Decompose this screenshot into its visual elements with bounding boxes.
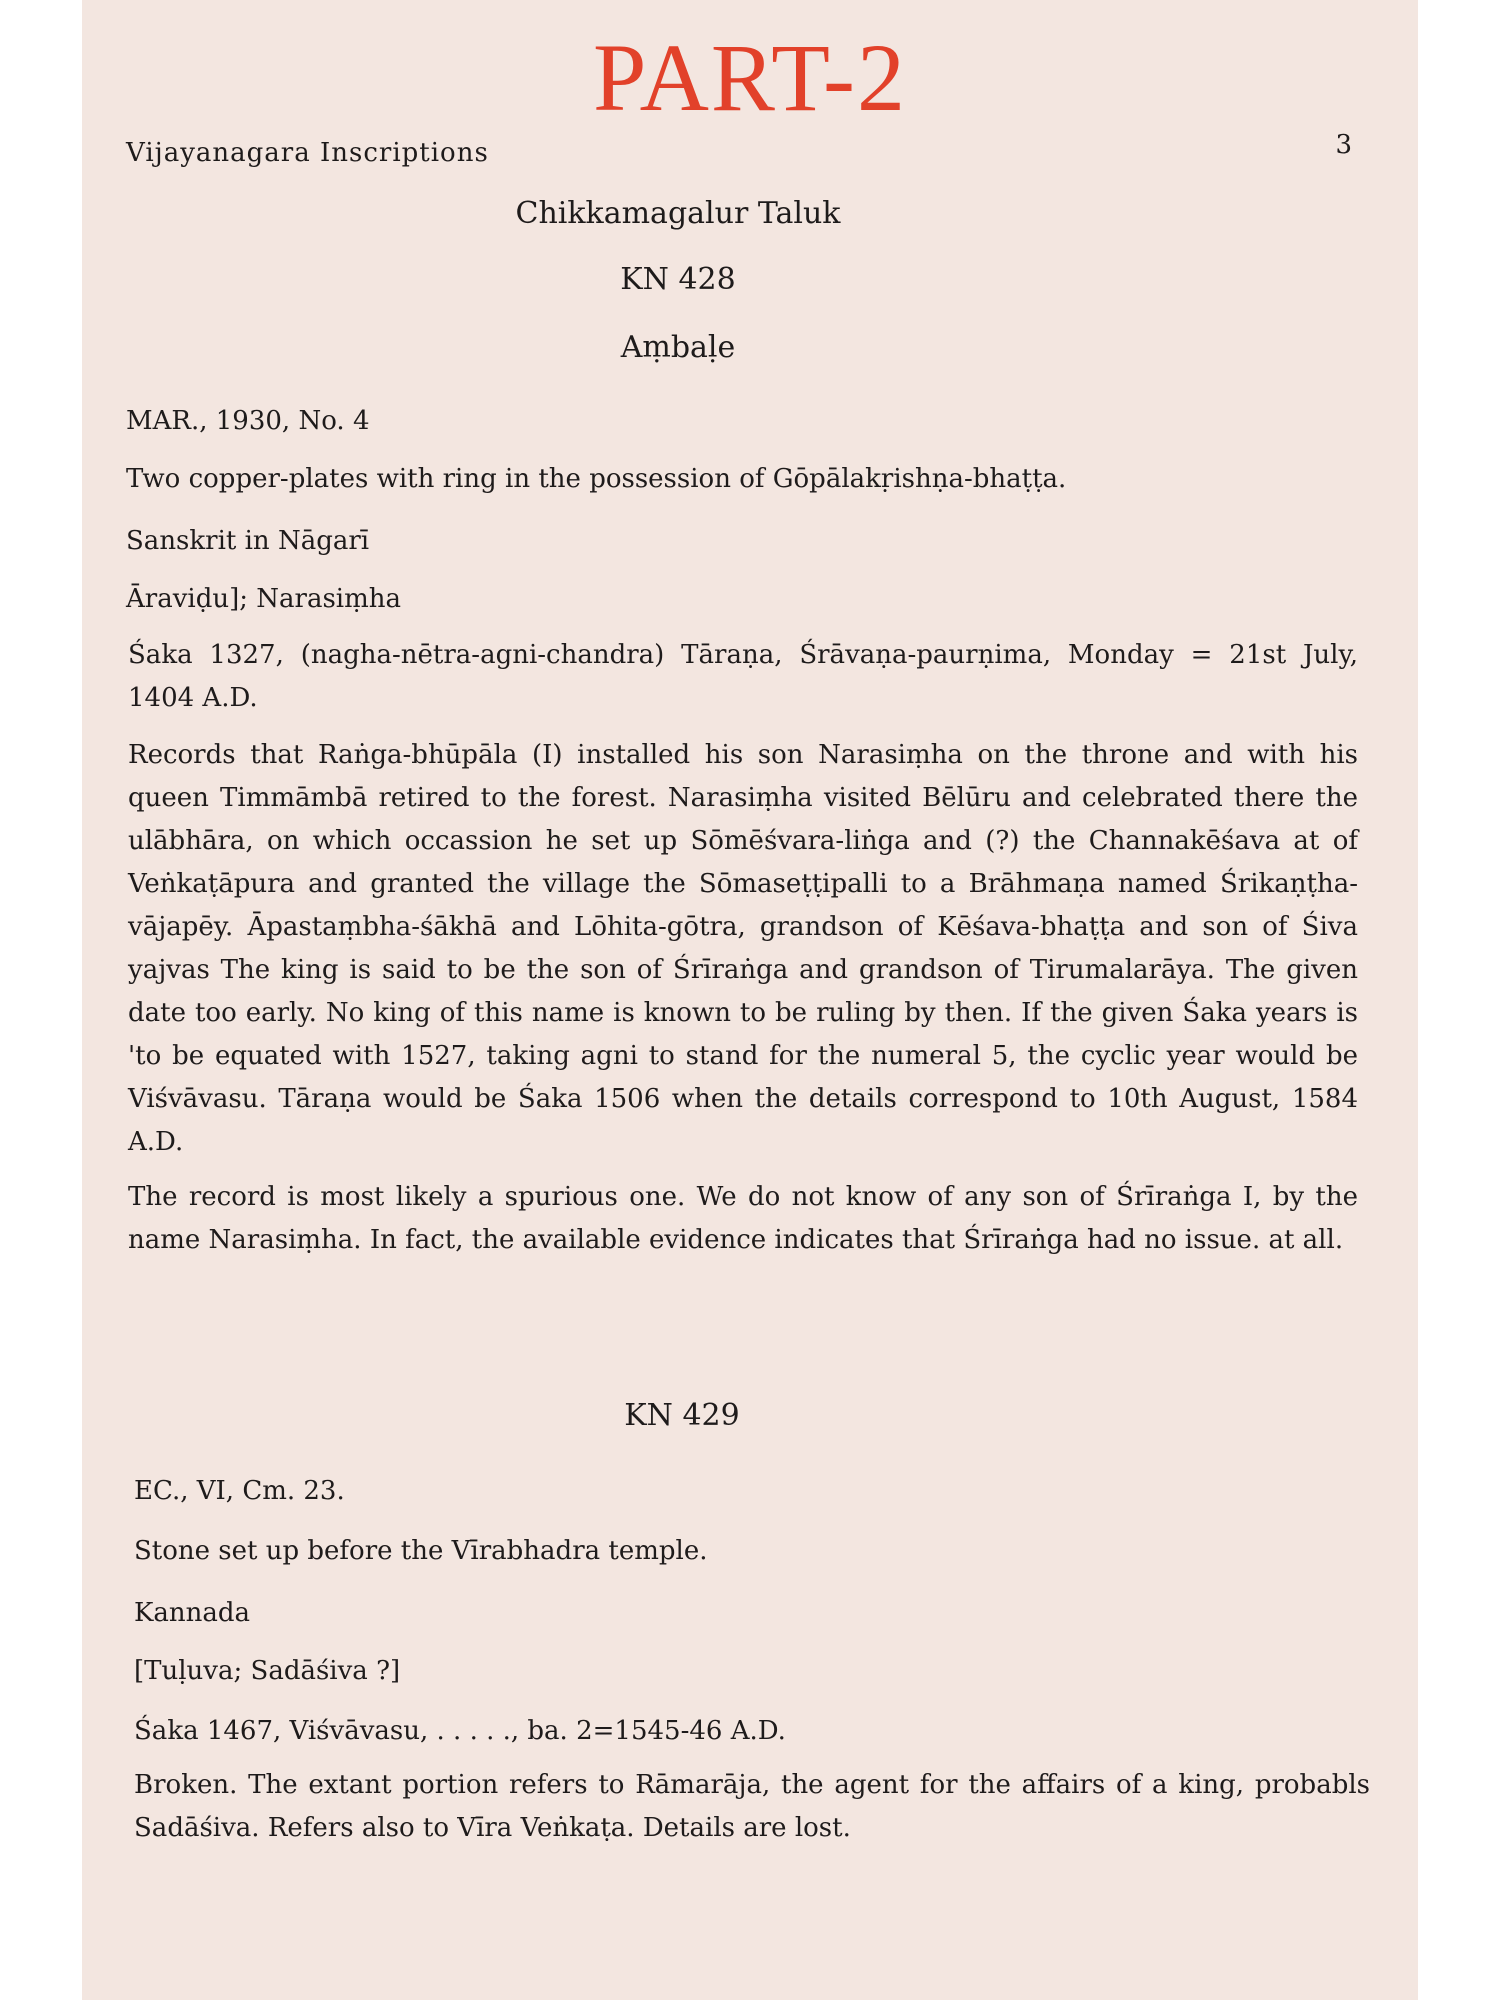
entry-kn428-description: Two copper-plates with ring in the possession of Gōpālakṛishṇa-bhaṭṭa. <box>126 464 1067 494</box>
entry-kn428-dynasty: Āraviḍu]; Narasiṃha <box>126 584 402 614</box>
entry-kn428-reference: MAR., 1930, No. 4 <box>126 406 370 436</box>
entry-kn428-place: Aṃbaḷe <box>620 330 736 365</box>
entry-kn429-dynasty: [Tuḷuva; Sadāśiva ?] <box>134 1656 401 1686</box>
part-heading: PART-2 <box>593 24 907 131</box>
entry-kn428-records: Records that Raṅga-bhūpāla (I) installed his son Narasiṃha on the throne and with his queen Timmāmbā retired to the forest. Narasiṃha visited Bēlūru and celebrated there the ulābhāra, on which occassion he set up Sōmēśvara-liṅga and (?) the Channakēśava at of Veṅkaṭāpura and granted the village the Sōmaseṭṭipalli to a Brāhmaṇa named Śrikaṇṭha-vājapēy. Āpastaṃbha-śākhā and Lōhita-gōtra, grandson of Kēśava-bhaṭṭa and son of Śiva yajvas The king is said to be the son of Śrīraṅga and grandson of Tirumalarāya. The given date too early. No king of this name is known to be ruling by then. If the given Śaka years is 'to be equated with 1527, taking agni to stand for the numeral 5, the cyclic year would be Viśvāvasu. Tāraṇa would be Śaka 1506 when the details correspond to 10th August, 1584 A.D. <box>128 740 1358 1157</box>
entry-kn429-reference: EC., VI, Cm. 23. <box>134 1476 345 1506</box>
entry-kn428-date: Śaka 1327, (nagha-nētra-agni-chandra) Tāraṇa, Śrāvaṇa-paurṇima, Monday = 21st July, 1404 A.D. <box>128 640 1358 713</box>
entry-kn428-note: The record is most likely a spurious one. We do not know of any son of Śrīraṅga I, by the name Narasiṃha. In fact, the available evidence indicates that Śrīraṅga had no issue. at all. <box>128 1182 1358 1255</box>
entry-kn429-records: Broken. The extant portion refers to Rāmarāja, the agent for the affairs of a king, probabls Sadāśiva. Refers also to Vīra Veṅkaṭa. Details are lost. <box>134 1770 1370 1843</box>
entry-kn429-description: Stone set up before the Vīrabhadra temple. <box>134 1536 708 1566</box>
running-head: Vijayanagara Inscriptions <box>126 138 489 168</box>
entry-kn429-id: KN 429 <box>624 1398 740 1433</box>
entry-kn428-id: KN 428 <box>620 262 736 297</box>
entry-kn429-date: Śaka 1467, Viśvāvasu, . . . . ., ba. 2=1545-46 A.D. <box>134 1716 786 1746</box>
entry-kn429-language: Kannada <box>134 1598 251 1628</box>
entry-kn428-language: Sanskrit in Nāgarī <box>126 526 370 556</box>
document-page <box>82 0 1418 2000</box>
page-number: 3 <box>1335 130 1352 160</box>
taluk-title: Chikkamagalur Taluk <box>515 196 841 231</box>
